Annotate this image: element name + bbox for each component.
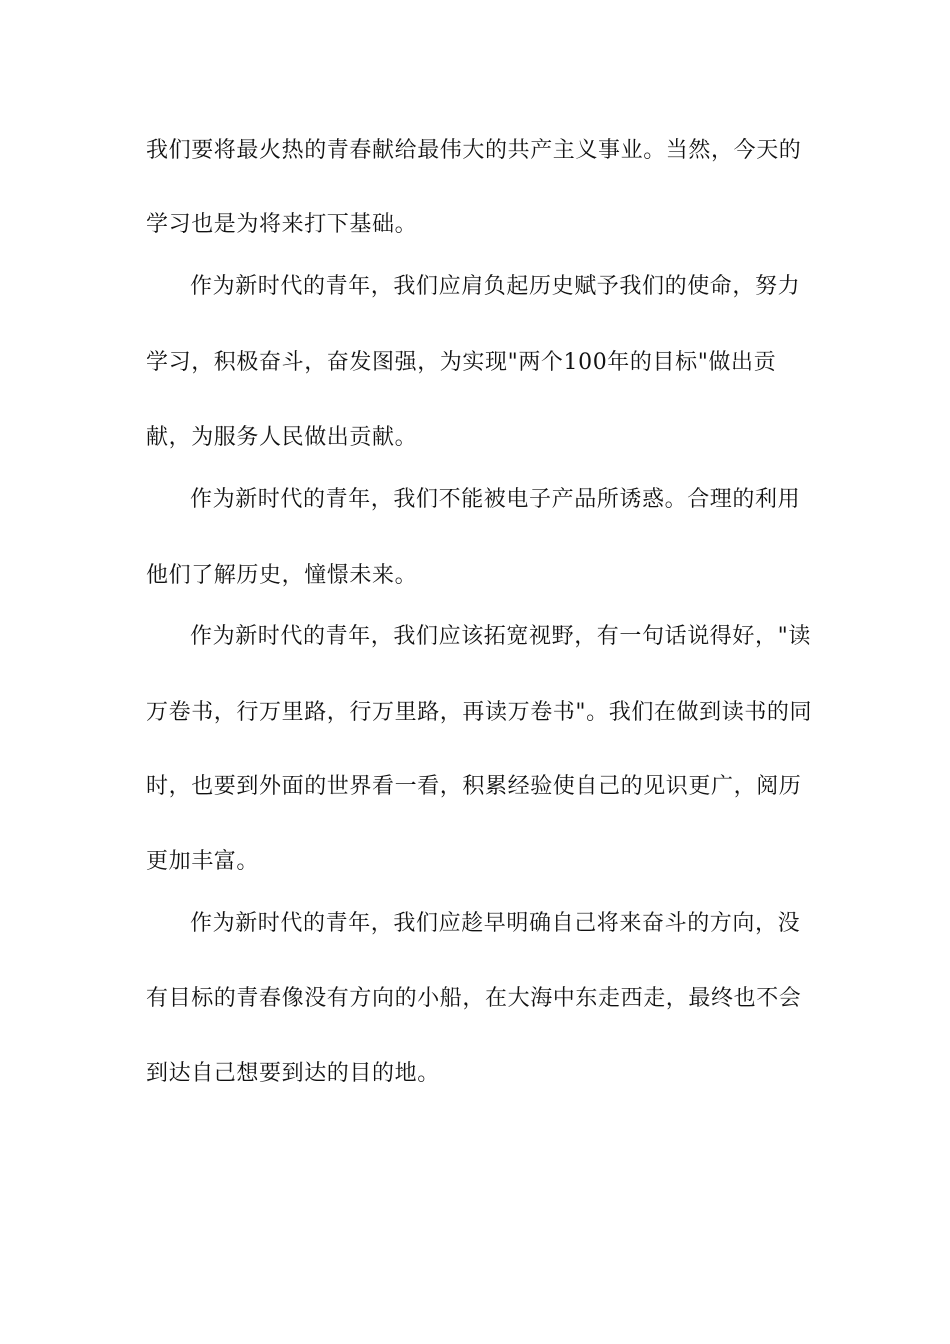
text-line: 献，为服务人民做出贡献。 <box>146 425 418 450</box>
text-line: 我们要将最火热的青春献给最伟大的共产主义事业。当然，今天的 <box>146 138 802 163</box>
text-line: 有目标的青春像没有方向的小船，在大海中东走西走，最终也不会 <box>146 986 802 1011</box>
text-line: 万卷书，行万里路，行万里路，再读万卷书"。我们在做到读书的同 <box>146 700 813 725</box>
text-line: 学习，积极奋斗，奋发图强，为实现"两个100年的目标"做出贡 <box>146 350 777 375</box>
paragraph-start-line: 作为新时代的青年，我们应该拓宽视野，有一句话说得好，"读 <box>190 624 811 649</box>
text-line: 时，也要到外面的世界看一看，积累经验使自己的见识更广，阅历 <box>146 774 802 799</box>
text-line: 更加丰富。 <box>146 849 260 874</box>
text-line: 他们了解历史，憧憬未来。 <box>146 563 418 588</box>
text-line: 学习也是为将来打下基础。 <box>146 212 418 237</box>
paragraph-start-line: 作为新时代的青年，我们应肩负起历史赋予我们的使命，努力 <box>190 274 801 299</box>
paragraph-start-line: 作为新时代的青年，我们应趁早明确自己将来奋斗的方向，没 <box>190 911 801 936</box>
text-line: 到达自己想要到达的目的地。 <box>146 1061 440 1086</box>
paragraph-start-line: 作为新时代的青年，我们不能被电子产品所诱惑。合理的利用 <box>190 487 801 512</box>
